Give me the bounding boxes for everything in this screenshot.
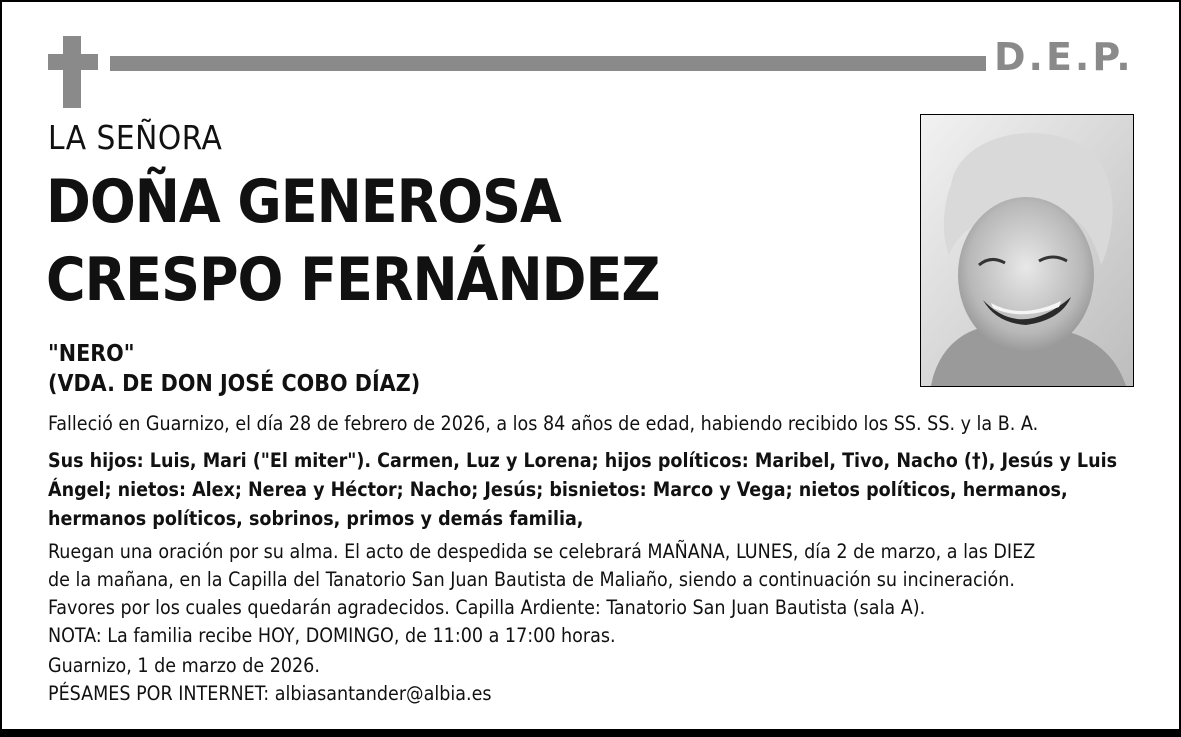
- ceremony-info: [48, 538, 1138, 650]
- place-date: Guarnizo, 1 de marzo de 2026.: [48, 654, 320, 677]
- cross-icon-bar: [48, 54, 98, 70]
- nickname: "NERO": [48, 341, 135, 367]
- header-rule: [110, 56, 986, 71]
- death-info: Falleció en Guarnizo, el día 28 de febrero de 2026, a los 84 años de edad, habiendo recibido los SS. SS. y la B. A.: [48, 412, 1039, 435]
- condolences-line: PÉSAMES POR INTERNET: albiasantander@albia.es: [48, 682, 492, 705]
- ceremony-line: Ruegan una oración por su alma. El acto de despedida se celebrará MAÑANA, LUNES, día 2 de marzo, a las DIEZ: [48, 540, 1036, 563]
- portrait-photo: [920, 114, 1134, 387]
- deceased-name-line1: DOÑA GENEROSA: [46, 167, 561, 237]
- ceremony-line: de la mañana, en la Capilla del Tanatorio San Juan Bautista de Maliaño, siendo a continuación su incineración.: [48, 568, 1015, 591]
- title-prefix: LA SEÑORA: [48, 118, 223, 157]
- deceased-name-line2: CRESPO FERNÁNDEZ: [46, 245, 660, 315]
- ceremony-line: Favores por los cuales quedarán agradecidos. Capilla Ardiente: Tanatorio San Juan Bautista (sala A).: [48, 596, 926, 619]
- ceremony-line: NOTA: La familia recibe HOY, DOMINGO, de 11:00 a 17:00 horas.: [48, 624, 616, 647]
- family-list: Sus hijos: Luis, Mari ("El miter"). Carmen, Luz y Lorena; hijos políticos: Maribel, Tivo, Nacho (†), Jesús y Luis Ángel; nietos: Alex; Nerea y Héctor; Nacho; Jesús; bisnietos: Marco y Vega; nietos políticos, hermanos, hermanos políticos, sobrinos, primos y demás familia,: [48, 449, 1118, 530]
- footer: [48, 652, 1138, 708]
- cross-icon: [63, 36, 81, 108]
- dep-label: D.E.P.: [994, 35, 1134, 79]
- widow-of: (VDA. DE DON JOSÉ COBO DÍAZ): [48, 371, 421, 397]
